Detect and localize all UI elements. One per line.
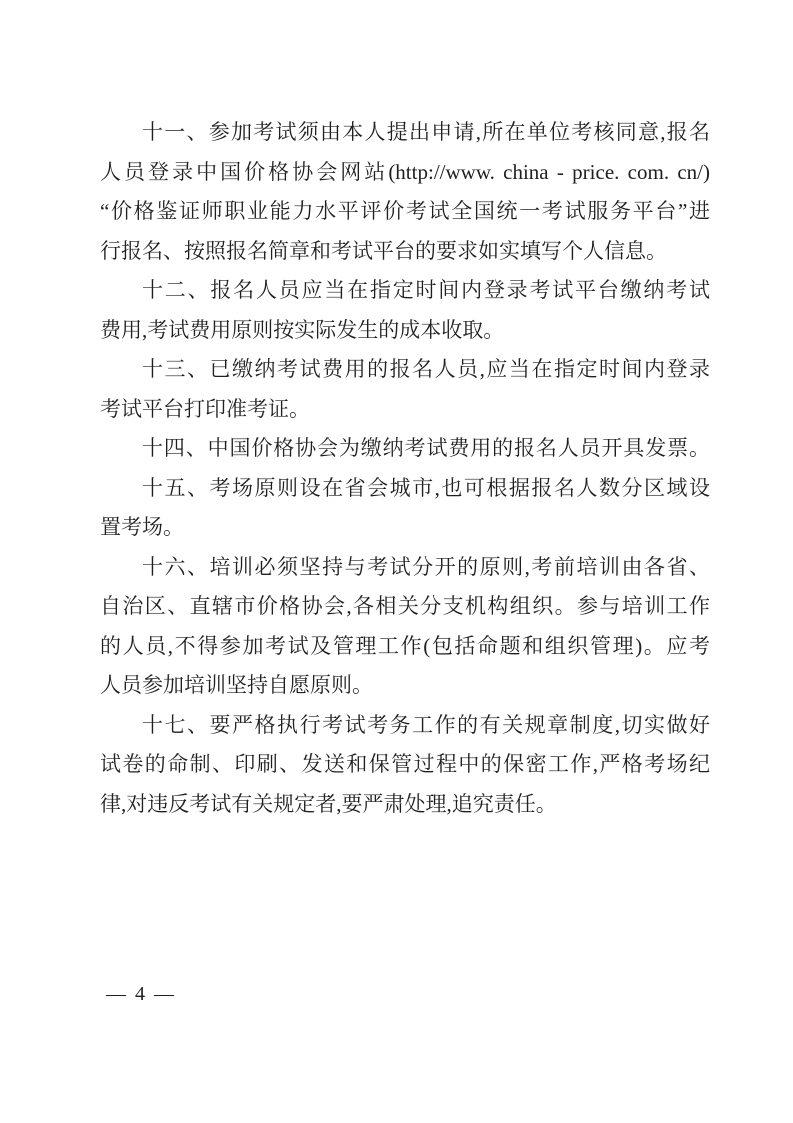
page-number: — 4 — (106, 983, 176, 1005)
document-body (100, 113, 710, 824)
text-line: 试卷的命制、印刷、发送和保管过程中的保密工作,严格考场纪 (100, 752, 710, 776)
text-line: 自治区、直辖市价格协会,各相关分支机构组织。参与培训工作 (100, 594, 710, 618)
text-line: 十四、中国价格协会为缴纳考试费用的报名人员开具发票。 (142, 436, 710, 460)
text-line: 十二、报名人员应当在指定时间内登录考试平台缴纳考试 (142, 278, 710, 302)
text-line: 十三、已缴纳考试费用的报名人员,应当在指定时间内登录 (142, 357, 710, 381)
text-line: 律,对违反考试有关规定者,要严肃处理,追究责任。 (100, 791, 557, 816)
text-line: 费用,考试费用原则按实际发生的成本收取。 (100, 317, 505, 342)
text-line: 人员登录中国价格协会网站(http://www. china - price. com. cn/) (100, 159, 710, 184)
text-line: “价格鉴证师职业能力水平评价考试全国统一考试服务平台”进 (100, 199, 710, 223)
text-line: 十六、培训必须坚持与考试分开的原则,考前培训由各省、 (142, 554, 710, 579)
text-line: 考试平台打印准考证。 (100, 396, 310, 421)
text-line: 置考场。 (100, 515, 184, 539)
text-line: 十五、考场原则设在省会城市,也可根据报名人数分区域设 (142, 475, 710, 500)
text-line: 行报名、按照报名简章和考试平台的要求如实填写个人信息。 (100, 238, 667, 263)
text-line: 的人员,不得参加考试及管理工作(包括命题和组织管理)。应考 (100, 633, 710, 658)
text-line: 人员参加培训坚持自愿原则。 (100, 673, 373, 697)
text-line: 十一、参加考试须由本人提出申请,所在单位考核同意,报名 (142, 120, 710, 144)
text-line: 十七、要严格执行考试考务工作的有关规章制度,切实做好 (142, 712, 710, 737)
